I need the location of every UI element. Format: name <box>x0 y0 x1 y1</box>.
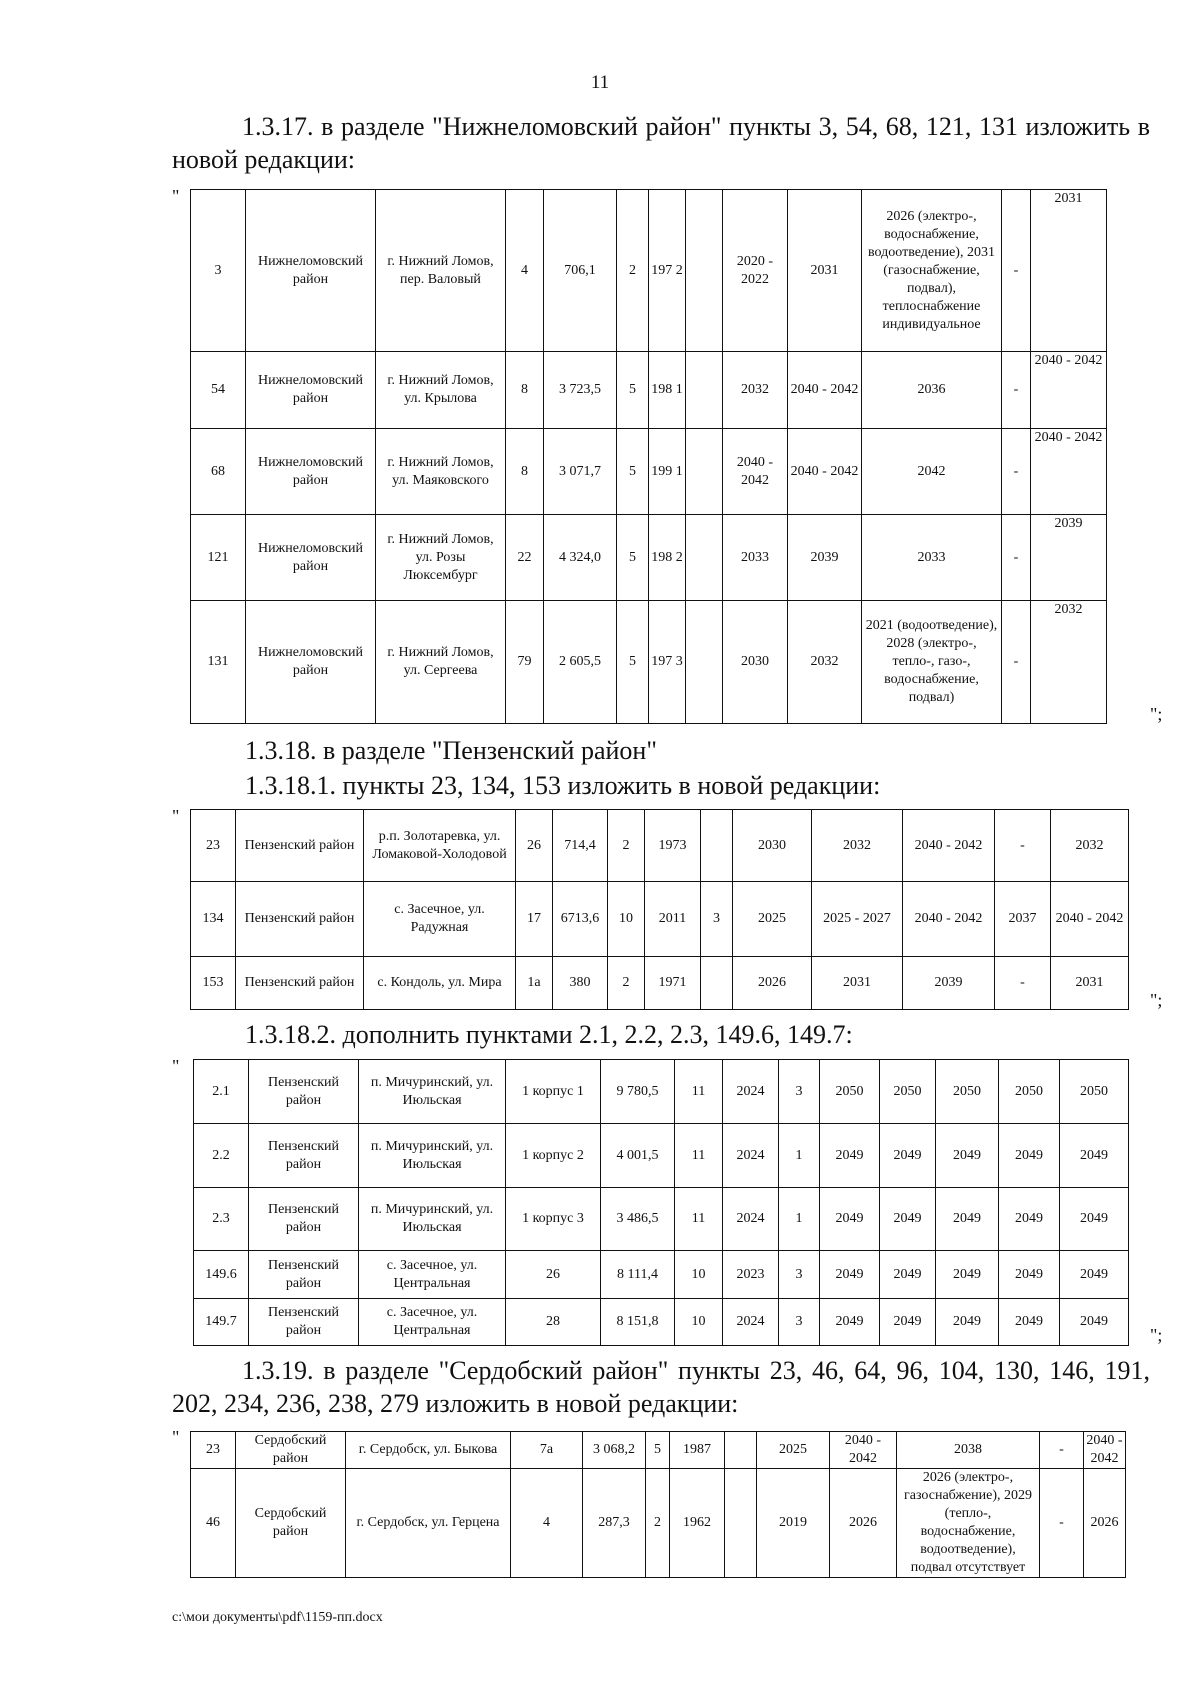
table-cell: 2049 <box>999 1251 1060 1299</box>
table-cell: 46 <box>191 1469 236 1578</box>
table-cell: - <box>1002 190 1031 352</box>
table-cell: г. Нижний Ломов, ул. Сергеева <box>376 601 506 724</box>
table-row <box>191 429 1107 515</box>
page-number: 11 <box>590 72 610 93</box>
table-cell: Пензенский район <box>249 1188 359 1251</box>
table-cell: 2 605,5 <box>544 601 617 724</box>
table-cell: 2024 <box>723 1060 779 1124</box>
quote-close: "; <box>1150 704 1163 724</box>
table-row <box>191 190 1107 352</box>
table-cell: Нижнеломовский район <box>246 429 376 515</box>
table-cell: 1987 <box>670 1432 725 1469</box>
table-cell: 197 3 <box>649 601 686 724</box>
table-cell: п. Мичуринский, ул. Июльская <box>359 1124 506 1188</box>
table-row <box>194 1188 1129 1251</box>
table-cell: 2026 (электро-, водоснабжение, водоотведение), 2031 (газоснабжение, подвал), теплоснабжение индивидуальное <box>862 190 1002 352</box>
table-cell: 4 001,5 <box>601 1124 675 1188</box>
table-cell: 8 <box>506 429 544 515</box>
table-cell: 5 <box>646 1432 670 1469</box>
table-cell: 197 2 <box>649 190 686 352</box>
table-cell: 2025 - 2027 <box>812 882 903 957</box>
paragraph-1-3-18-2: 1.3.18.2. дополнить пунктами 2.1, 2.2, 2.3, 149.6, 149.7: <box>245 1020 853 1049</box>
table-cell: с. Засечное, ул. Центральная <box>359 1251 506 1299</box>
table-cell: 2040 - 2042 <box>1084 1432 1126 1469</box>
table-cell: 2042 <box>862 429 1002 515</box>
table-cell: г. Нижний Ломов, ул. Маяковского <box>376 429 506 515</box>
table-cell <box>686 190 723 352</box>
table-cell: 706,1 <box>544 190 617 352</box>
table-row <box>194 1060 1129 1124</box>
table-cell: Пензенский район <box>249 1124 359 1188</box>
table-cell: 2040 - 2042 <box>903 810 995 882</box>
table-cell: 11 <box>675 1188 723 1251</box>
table-cell: р.п. Золотаревка, ул. Ломаковой-Холодовой <box>364 810 516 882</box>
table-cell: 2024 <box>723 1124 779 1188</box>
paragraph-1-3-17: 1.3.17. в разделе "Нижнеломовский район" пункты 3, 54, 68, 121, 131 изложить в новой редакции: <box>172 112 1150 174</box>
table-cell: 2026 (электро-, газоснабжение), 2029 (тепло-, водоснабжение, водоотведение), подвал отсутствует <box>897 1469 1040 1578</box>
table-cell: п. Мичуринский, ул. Июльская <box>359 1060 506 1124</box>
table-cell: 149.6 <box>194 1251 249 1299</box>
table-cell: 2026 <box>733 957 812 1010</box>
table-cell: 4 <box>506 190 544 352</box>
table-cell <box>686 429 723 515</box>
table-cell: 8 151,8 <box>601 1299 675 1346</box>
table-cell: 1971 <box>645 957 701 1010</box>
table-cell: 2036 <box>862 352 1002 429</box>
table-cell: 121 <box>191 515 246 601</box>
table-cell <box>686 601 723 724</box>
table-cell <box>725 1432 757 1469</box>
table-cell: 2040 - 2042 <box>1051 882 1129 957</box>
table-cell: 2024 <box>723 1299 779 1346</box>
quote-close: "; <box>1150 990 1163 1010</box>
table-cell: 2032 <box>1031 601 1107 724</box>
table-cell <box>701 957 733 1010</box>
table-cell: 5 <box>617 515 649 601</box>
table-cell: 2049 <box>1060 1251 1129 1299</box>
table-cell: 198 2 <box>649 515 686 601</box>
table-cell: 2025 <box>757 1432 830 1469</box>
paragraph-1-3-19: 1.3.19. в разделе "Сердобский район" пункты 23, 46, 64, 96, 104, 130, 146, 191, 202, 234, 236, 238, 279 изложить в новой редакции: <box>172 1356 1150 1418</box>
table-cell: 2033 <box>723 515 788 601</box>
table-cell: 68 <box>191 429 246 515</box>
table-cell: 2040 - 2042 <box>830 1432 897 1469</box>
table-cell: 199 1 <box>649 429 686 515</box>
table-cell: 2039 <box>903 957 995 1010</box>
table-cell: 2037 <box>995 882 1051 957</box>
table-cell: 1 корпус 3 <box>506 1188 601 1251</box>
paragraph-1-3-18-1: 1.3.18.1. пункты 23, 134, 153 изложить в новой редакции: <box>245 771 881 800</box>
table-cell: - <box>1002 515 1031 601</box>
table-cell: 2031 <box>1051 957 1129 1010</box>
table-cell: 2031 <box>1031 190 1107 352</box>
table-cell: 1973 <box>645 810 701 882</box>
table-cell: 2049 <box>999 1188 1060 1251</box>
table-cell: 2019 <box>757 1469 830 1578</box>
table-cell: 2050 <box>820 1060 880 1124</box>
table-row <box>194 1251 1129 1299</box>
table-cell: 10 <box>608 882 645 957</box>
table-cell: 2050 <box>1060 1060 1129 1124</box>
table-cell: Пензенский район <box>236 957 364 1010</box>
table-cell: 79 <box>506 601 544 724</box>
table-cell: 380 <box>553 957 608 1010</box>
table-cell: 1 корпус 2 <box>506 1124 601 1188</box>
table-cell: 5 <box>617 352 649 429</box>
table-cell: 2049 <box>936 1124 999 1188</box>
table-cell: Нижнеломовский район <box>246 515 376 601</box>
table-cell: - <box>1002 429 1031 515</box>
table-cell: с. Засечное, ул. Центральная <box>359 1299 506 1346</box>
table-row <box>194 1299 1129 1346</box>
table-cell: 3 068,2 <box>583 1432 646 1469</box>
table-cell: г. Нижний Ломов, ул. Розы Люксембург <box>376 515 506 601</box>
table-cell: 26 <box>506 1251 601 1299</box>
table-cell: 1а <box>516 957 553 1010</box>
table-cell: 2040 - 2042 <box>723 429 788 515</box>
table-cell: 2039 <box>788 515 862 601</box>
table-cell: 23 <box>191 1432 236 1469</box>
table-cell: 2031 <box>788 190 862 352</box>
table-cell: Пензенский район <box>236 882 364 957</box>
table-cell: 2049 <box>880 1251 936 1299</box>
table-cell <box>725 1469 757 1578</box>
table-penzensky-edit <box>190 809 1129 1010</box>
quote-close: "; <box>1150 1325 1163 1345</box>
table-cell: 198 1 <box>649 352 686 429</box>
table-cell: 4 <box>511 1469 583 1578</box>
table-cell <box>686 515 723 601</box>
table-cell: 714,4 <box>553 810 608 882</box>
table-cell: 9 780,5 <box>601 1060 675 1124</box>
table-cell: 153 <box>191 957 236 1010</box>
table-cell: 2049 <box>1060 1299 1129 1346</box>
table-cell: 2049 <box>820 1124 880 1188</box>
table-cell: 2.2 <box>194 1124 249 1188</box>
table-cell: 5 <box>617 601 649 724</box>
table-cell: Сердобский район <box>236 1469 346 1578</box>
table-cell: 11 <box>675 1060 723 1124</box>
table-cell: 2049 <box>880 1188 936 1251</box>
table-cell: 3 <box>779 1251 820 1299</box>
table-cell: 2031 <box>812 957 903 1010</box>
table-cell: 22 <box>506 515 544 601</box>
table-cell: Нижнеломовский район <box>246 601 376 724</box>
table-cell: 4 324,0 <box>544 515 617 601</box>
table-cell: 2049 <box>1060 1188 1129 1251</box>
table-cell: - <box>995 810 1051 882</box>
table-cell: 2038 <box>897 1432 1040 1469</box>
table-cell: 7а <box>511 1432 583 1469</box>
table-cell: Сердобский район <box>236 1432 346 1469</box>
table-cell: 1 корпус 1 <box>506 1060 601 1124</box>
quote-open: " <box>172 806 180 826</box>
table-row <box>194 1124 1129 1188</box>
table-cell: 2050 <box>880 1060 936 1124</box>
table-cell: 2040 - 2042 <box>1031 352 1107 429</box>
table-cell: 2 <box>608 957 645 1010</box>
table-cell <box>686 352 723 429</box>
table-cell: 2049 <box>936 1251 999 1299</box>
table-cell: 2049 <box>820 1188 880 1251</box>
table-cell: 1 <box>779 1124 820 1188</box>
table-cell <box>701 810 733 882</box>
table-cell: 287,3 <box>583 1469 646 1578</box>
table-row <box>191 515 1107 601</box>
table-cell: 2039 <box>1031 515 1107 601</box>
table-cell: 2040 - 2042 <box>788 429 862 515</box>
table-cell: 2032 <box>812 810 903 882</box>
table-cell: 2021 (водоотведение), 2028 (электро-, тепло-, газо-, водоснабжение, подвал) <box>862 601 1002 724</box>
table-cell: - <box>995 957 1051 1010</box>
paragraph-1-3-18: 1.3.18. в разделе "Пензенский район" <box>245 736 657 765</box>
table-cell: 2049 <box>880 1124 936 1188</box>
table-penzensky-add <box>193 1059 1129 1346</box>
table-cell: - <box>1002 352 1031 429</box>
table-cell: г. Нижний Ломов, ул. Крылова <box>376 352 506 429</box>
table-cell: г. Сердобск, ул. Быкова <box>346 1432 511 1469</box>
footer-file-path: c:\мои документы\pdf\1159-пп.docx <box>172 1610 383 1625</box>
table-row <box>191 1432 1126 1469</box>
table-cell: 28 <box>506 1299 601 1346</box>
table-cell: 2050 <box>936 1060 999 1124</box>
table-cell: 10 <box>675 1251 723 1299</box>
table-cell: 2049 <box>936 1299 999 1346</box>
table-cell: 2040 - 2042 <box>788 352 862 429</box>
table-cell: 2026 <box>1084 1469 1126 1578</box>
table-cell: 2011 <box>645 882 701 957</box>
table-cell: Пензенский район <box>249 1299 359 1346</box>
table-cell: с. Кондоль, ул. Мира <box>364 957 516 1010</box>
table-cell: 2 <box>646 1469 670 1578</box>
quote-open: " <box>172 1427 180 1447</box>
table-cell: 3 723,5 <box>544 352 617 429</box>
table-cell: 2049 <box>820 1299 880 1346</box>
table-cell: 1962 <box>670 1469 725 1578</box>
table-cell: 2032 <box>1051 810 1129 882</box>
table-cell: 2030 <box>723 601 788 724</box>
table-cell: 2049 <box>999 1124 1060 1188</box>
table-cell: 3 <box>701 882 733 957</box>
table-row <box>191 810 1129 882</box>
table-cell: 26 <box>516 810 553 882</box>
table-cell: 2030 <box>733 810 812 882</box>
table-cell: 2049 <box>880 1299 936 1346</box>
table-cell: г. Нижний Ломов, пер. Валовый <box>376 190 506 352</box>
table-cell: 8 <box>506 352 544 429</box>
table-cell: 2050 <box>999 1060 1060 1124</box>
table-cell: 2026 <box>830 1469 897 1578</box>
table-cell: 2040 - 2042 <box>903 882 995 957</box>
table-cell: 2049 <box>999 1299 1060 1346</box>
table-row <box>191 957 1129 1010</box>
table-cell: 2049 <box>1060 1124 1129 1188</box>
table-cell: 2032 <box>788 601 862 724</box>
table-cell: 134 <box>191 882 236 957</box>
table-cell: п. Мичуринский, ул. Июльская <box>359 1188 506 1251</box>
table-cell: 2023 <box>723 1251 779 1299</box>
table-cell: 2025 <box>733 882 812 957</box>
table-cell: с. Засечное, ул. Радужная <box>364 882 516 957</box>
table-cell: Нижнеломовский район <box>246 352 376 429</box>
table-cell: 149.7 <box>194 1299 249 1346</box>
table-cell: Пензенский район <box>236 810 364 882</box>
quote-open: " <box>172 1056 180 1076</box>
table-row <box>191 1469 1126 1578</box>
table-cell: - <box>1002 601 1031 724</box>
table-cell: - <box>1040 1432 1084 1469</box>
table-row <box>191 601 1107 724</box>
table-cell: 2.3 <box>194 1188 249 1251</box>
table-cell: 3 071,7 <box>544 429 617 515</box>
table-serdobsky <box>190 1431 1126 1578</box>
table-cell: Пензенский район <box>249 1060 359 1124</box>
table-cell: 10 <box>675 1299 723 1346</box>
table-cell: 131 <box>191 601 246 724</box>
table-cell: 2032 <box>723 352 788 429</box>
table-cell: 2049 <box>820 1251 880 1299</box>
table-cell: 23 <box>191 810 236 882</box>
table-cell: 3 <box>779 1299 820 1346</box>
table-cell: 2.1 <box>194 1060 249 1124</box>
table-cell: 54 <box>191 352 246 429</box>
table-nizhnelomovsky <box>190 189 1107 724</box>
table-cell: 2033 <box>862 515 1002 601</box>
table-cell: 17 <box>516 882 553 957</box>
table-cell: 3 <box>191 190 246 352</box>
table-cell: г. Сердобск, ул. Герцена <box>346 1469 511 1578</box>
table-cell: 1 <box>779 1188 820 1251</box>
table-cell: 3 486,5 <box>601 1188 675 1251</box>
table-cell: Пензенский район <box>249 1251 359 1299</box>
table-cell: 2 <box>617 190 649 352</box>
table-cell: - <box>1040 1469 1084 1578</box>
table-cell: 6713,6 <box>553 882 608 957</box>
table-cell: Нижнеломовский район <box>246 190 376 352</box>
table-row <box>191 352 1107 429</box>
table-cell: 8 111,4 <box>601 1251 675 1299</box>
table-cell: 2040 - 2042 <box>1031 429 1107 515</box>
table-cell: 11 <box>675 1124 723 1188</box>
table-cell: 3 <box>779 1060 820 1124</box>
table-row <box>191 882 1129 957</box>
table-cell: 2 <box>608 810 645 882</box>
table-cell: 5 <box>617 429 649 515</box>
table-cell: 2049 <box>936 1188 999 1251</box>
quote-open: " <box>172 186 180 206</box>
table-cell: 2020 - 2022 <box>723 190 788 352</box>
table-cell: 2024 <box>723 1188 779 1251</box>
